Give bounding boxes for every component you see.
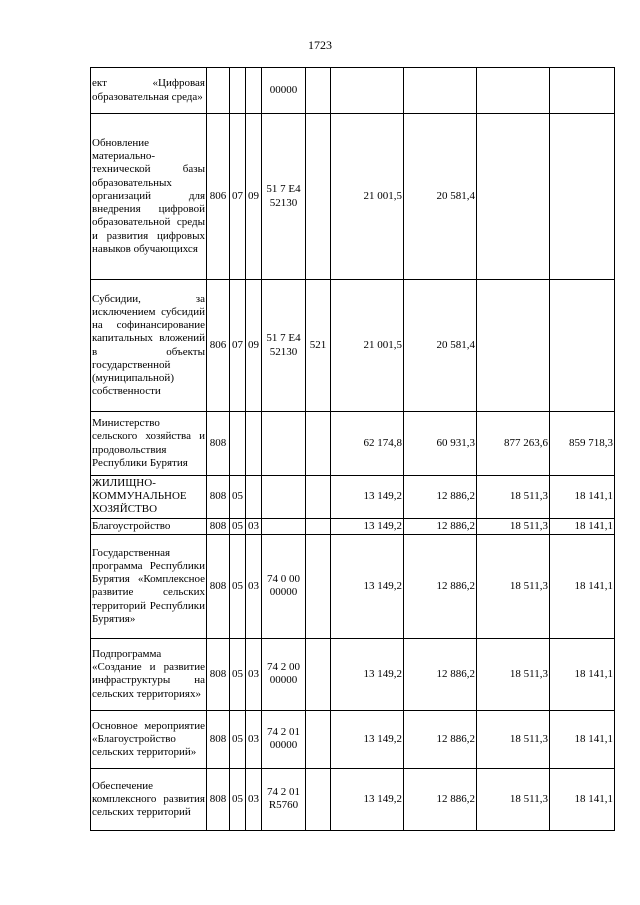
table-cell-expense-type — [306, 412, 331, 476]
table-cell-amount-3: 18 511,3 — [477, 768, 550, 830]
table-cell-section: 05 — [230, 518, 246, 534]
table-cell-amount-3: 877 263,6 — [477, 412, 550, 476]
table-row — [91, 518, 615, 534]
table-cell-amount-3 — [477, 280, 550, 412]
table-row — [91, 534, 615, 638]
table-cell-section: 07 — [230, 114, 246, 280]
table-cell-amount-1 — [331, 68, 404, 114]
table-cell-amount-4: 18 141,1 — [550, 476, 615, 519]
table-cell-section: 05 — [230, 710, 246, 768]
table-cell-amount-2: 12 886,2 — [404, 768, 477, 830]
table-cell-name: Обеспечение комплексного развития сельских территорий — [91, 768, 207, 830]
table-cell-section — [230, 68, 246, 114]
table-cell-expense-type — [306, 114, 331, 280]
table-cell-amount-3 — [477, 114, 550, 280]
table-cell-name: Подпрограмма «Создание и развитие инфраструктуры на сельских территориях» — [91, 638, 207, 710]
table-cell-target-article: 51 7 E4 52130 — [262, 280, 306, 412]
table-cell-subsection — [246, 412, 262, 476]
table-cell-amount-1: 13 149,2 — [331, 710, 404, 768]
table-cell-amount-3: 18 511,3 — [477, 710, 550, 768]
table-cell-subsection — [246, 476, 262, 519]
budget-table — [90, 67, 615, 831]
table-cell-amount-2: 12 886,2 — [404, 638, 477, 710]
table-cell-name: ЖИЛИЩНО-КОММУНАЛЬНОЕ ХОЗЯЙСТВО — [91, 476, 207, 519]
table-row — [91, 768, 615, 830]
table-row — [91, 710, 615, 768]
table-row — [91, 638, 615, 710]
table-cell-amount-3: 18 511,3 — [477, 534, 550, 638]
table-cell-amount-1: 13 149,2 — [331, 534, 404, 638]
table-cell-amount-2: 12 886,2 — [404, 518, 477, 534]
table-cell-expense-type — [306, 68, 331, 114]
table-row — [91, 114, 615, 280]
table-cell-amount-2: 20 581,4 — [404, 114, 477, 280]
table-cell-ministry-code: 808 — [207, 534, 230, 638]
table-cell-amount-4: 18 141,1 — [550, 518, 615, 534]
table-row — [91, 280, 615, 412]
table-cell-amount-1: 21 001,5 — [331, 280, 404, 412]
table-cell-section: 07 — [230, 280, 246, 412]
table-cell-amount-2: 12 886,2 — [404, 476, 477, 519]
table-cell-name: Министерство сельского хозяйства и продовольствия Республики Бурятия — [91, 412, 207, 476]
table-cell-target-article: 74 2 01 00000 — [262, 710, 306, 768]
table-cell-section: 05 — [230, 476, 246, 519]
table-cell-name: Государственная программа Республики Бурятия «Комплексное развитие сельских территорий Республики Бурятия» — [91, 534, 207, 638]
table-cell-expense-type — [306, 710, 331, 768]
table-cell-section: 05 — [230, 534, 246, 638]
table-cell-amount-4: 859 718,3 — [550, 412, 615, 476]
table-cell-subsection: 03 — [246, 518, 262, 534]
table-cell-amount-4: 18 141,1 — [550, 638, 615, 710]
table-cell-amount-1: 62 174,8 — [331, 412, 404, 476]
table-cell-amount-4: 18 141,1 — [550, 710, 615, 768]
table-cell-expense-type — [306, 534, 331, 638]
table-cell-amount-3 — [477, 68, 550, 114]
table-cell-section: 05 — [230, 638, 246, 710]
table-row — [91, 68, 615, 114]
table-cell-amount-3: 18 511,3 — [477, 476, 550, 519]
table-cell-amount-2: 12 886,2 — [404, 710, 477, 768]
table-cell-expense-type — [306, 518, 331, 534]
table-cell-subsection: 09 — [246, 280, 262, 412]
table-cell-amount-2: 20 581,4 — [404, 280, 477, 412]
table-cell-target-article: 74 2 01 R5760 — [262, 768, 306, 830]
table-cell-name: Благоустройство — [91, 518, 207, 534]
table-cell-amount-3: 18 511,3 — [477, 518, 550, 534]
table-cell-name: ект «Цифровая образовательная среда» — [91, 68, 207, 114]
table-cell-target-article — [262, 476, 306, 519]
table-cell-amount-1: 13 149,2 — [331, 518, 404, 534]
table-cell-target-article: 51 7 E4 52130 — [262, 114, 306, 280]
table-cell-ministry-code: 806 — [207, 280, 230, 412]
table-cell-section — [230, 412, 246, 476]
table-cell-section: 05 — [230, 768, 246, 830]
table-cell-name: Субсидии, за исключением субсидий на софинансирование капитальных вложений в объекты государственной (муниципальной) собственности — [91, 280, 207, 412]
table-cell-amount-4: 18 141,1 — [550, 534, 615, 638]
table-cell-amount-4 — [550, 68, 615, 114]
table-cell-amount-3: 18 511,3 — [477, 638, 550, 710]
table-cell-expense-type — [306, 768, 331, 830]
table-cell-ministry-code: 806 — [207, 114, 230, 280]
table-cell-subsection: 03 — [246, 534, 262, 638]
table-cell-amount-1: 21 001,5 — [331, 114, 404, 280]
table-cell-name: Обновление материально-технической базы образовательных организаций для внедрения цифровой образовательной среды и развития цифровых навыков обучающихся — [91, 114, 207, 280]
table-cell-ministry-code: 808 — [207, 518, 230, 534]
table-cell-amount-1: 13 149,2 — [331, 638, 404, 710]
table-cell-amount-4 — [550, 280, 615, 412]
table-cell-amount-2 — [404, 68, 477, 114]
table-cell-target-article: 74 0 00 00000 — [262, 534, 306, 638]
table-cell-subsection: 03 — [246, 710, 262, 768]
table-cell-target-article: 00000 — [262, 68, 306, 114]
table-cell-ministry-code: 808 — [207, 768, 230, 830]
table-cell-amount-1: 13 149,2 — [331, 768, 404, 830]
table-cell-target-article: 74 2 00 00000 — [262, 638, 306, 710]
table-cell-subsection — [246, 68, 262, 114]
table-cell-amount-2: 60 931,3 — [404, 412, 477, 476]
table-cell-target-article — [262, 412, 306, 476]
table-row — [91, 476, 615, 519]
table-cell-expense-type: 521 — [306, 280, 331, 412]
table-cell-ministry-code — [207, 68, 230, 114]
table-cell-subsection: 03 — [246, 768, 262, 830]
table-cell-ministry-code: 808 — [207, 476, 230, 519]
table-cell-amount-4 — [550, 114, 615, 280]
table-cell-amount-2: 12 886,2 — [404, 534, 477, 638]
table-cell-expense-type — [306, 638, 331, 710]
table-cell-ministry-code: 808 — [207, 638, 230, 710]
table-cell-target-article — [262, 518, 306, 534]
table-cell-subsection: 03 — [246, 638, 262, 710]
table-cell-name: Основное мероприятие «Благоустройство сельских территорий» — [91, 710, 207, 768]
table-cell-ministry-code: 808 — [207, 710, 230, 768]
table-cell-expense-type — [306, 476, 331, 519]
table-row — [91, 412, 615, 476]
table-cell-amount-4: 18 141,1 — [550, 768, 615, 830]
page-number: 1723 — [308, 38, 332, 52]
table-cell-subsection: 09 — [246, 114, 262, 280]
table-cell-ministry-code: 808 — [207, 412, 230, 476]
table-cell-amount-1: 13 149,2 — [331, 476, 404, 519]
